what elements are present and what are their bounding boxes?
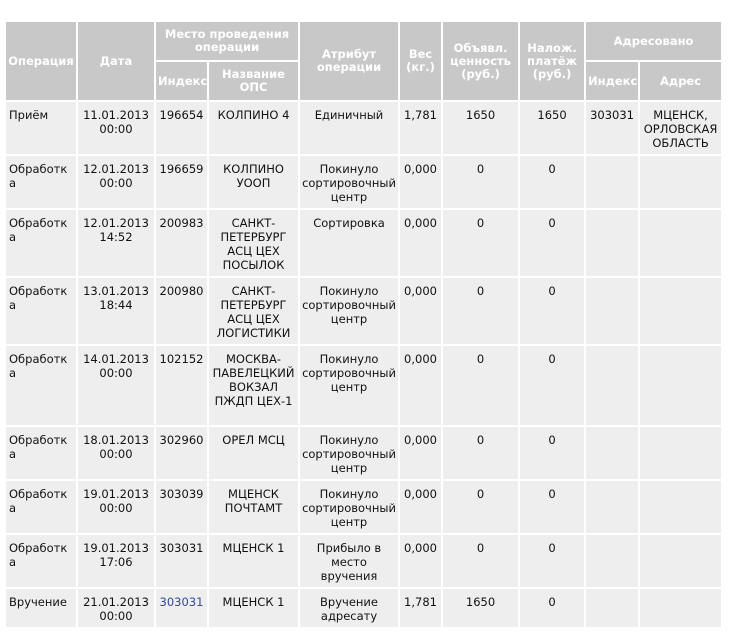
- post-office-index-link[interactable]: 303031: [159, 595, 204, 609]
- cell-value: 1650: [443, 102, 518, 154]
- header-declared-value: Объявл. ценность (руб.): [443, 22, 518, 100]
- cell-index: 102152: [156, 346, 207, 425]
- cell-cod: 0: [520, 589, 584, 627]
- cell-operation: Обработка: [6, 210, 76, 276]
- header-operation: Операция: [6, 22, 76, 100]
- table-row: [6, 427, 721, 479]
- header-addressed-group: Адресовано: [586, 22, 721, 60]
- cell-name: САНКТ-ПЕТЕРБУРГ АСЦ ЦЕХ ЛОГИСТИКИ: [209, 278, 298, 344]
- cell-date: 19.01.2013 17:06: [78, 535, 154, 587]
- cell-operation: Обработка: [6, 278, 76, 344]
- tracking-container: [4, 20, 723, 629]
- header-addr-address: Адрес: [640, 62, 721, 100]
- header-addr-index: Индекс: [586, 62, 638, 100]
- cell-attribute: Покинуло сортировочный центр: [300, 481, 398, 533]
- cell-weight: 0,000: [400, 427, 441, 479]
- cell-name: МЦЕНСК 1: [209, 589, 298, 627]
- cell-operation: Обработка: [6, 346, 76, 425]
- cell-name: МЦЕНСК ПОЧТАМТ: [209, 481, 298, 533]
- table-header: [6, 22, 721, 100]
- cell-index: 303039: [156, 481, 207, 533]
- cell-weight: 0,000: [400, 210, 441, 276]
- cell-value: 0: [443, 210, 518, 276]
- cell-addr: [640, 346, 721, 425]
- cell-attribute: Сортировка: [300, 210, 398, 276]
- cell-addr: МЦЕНСК, ОРЛОВСКАЯ ОБЛАСТЬ: [640, 102, 721, 154]
- cell-index: 303031: [156, 535, 207, 587]
- cell-cod: 0: [520, 156, 584, 208]
- cell-addr-index: 303031: [586, 102, 638, 154]
- cell-index: 302960: [156, 427, 207, 479]
- cell-weight: 0,000: [400, 346, 441, 425]
- cell-name: КОЛПИНО 4: [209, 102, 298, 154]
- cell-attribute: Прибыло в место вручения: [300, 535, 398, 587]
- cell-cod: 0: [520, 535, 584, 587]
- cell-cod: 0: [520, 346, 584, 425]
- cell-index: 200980: [156, 278, 207, 344]
- cell-addr: [640, 481, 721, 533]
- cell-date: 11.01.2013 00:00: [78, 102, 154, 154]
- cell-addr: [640, 427, 721, 479]
- cell-index: 200983: [156, 210, 207, 276]
- cell-addr-index: [586, 346, 638, 425]
- cell-addr: [640, 278, 721, 344]
- table-row: [6, 346, 721, 425]
- cell-cod: 0: [520, 210, 584, 276]
- cell-index: 196659: [156, 156, 207, 208]
- cell-index: 196654: [156, 102, 207, 154]
- cell-value: 1650: [443, 589, 518, 627]
- cell-attribute: Покинуло сортировочный центр: [300, 427, 398, 479]
- cell-cod: 1650: [520, 102, 584, 154]
- cell-name: ОРЕЛ МСЦ: [209, 427, 298, 479]
- cell-value: 0: [443, 427, 518, 479]
- cell-addr: [640, 589, 721, 627]
- header-weight: Вес (кг.): [400, 22, 441, 100]
- cell-attribute: Единичный: [300, 102, 398, 154]
- cell-value: 0: [443, 481, 518, 533]
- cell-addr: [640, 535, 721, 587]
- table-row: [6, 156, 721, 208]
- cell-addr-index: [586, 156, 638, 208]
- cell-addr-index: [586, 427, 638, 479]
- cell-weight: 0,000: [400, 535, 441, 587]
- header-date: Дата: [78, 22, 154, 100]
- cell-attribute: Покинуло сортировочный центр: [300, 346, 398, 425]
- cell-weight: 0,000: [400, 278, 441, 344]
- header-place-index: Индекс: [156, 62, 207, 100]
- cell-cod: 0: [520, 278, 584, 344]
- header-place-group: Место проведения операции: [156, 22, 298, 60]
- cell-addr: [640, 210, 721, 276]
- cell-weight: 0,000: [400, 481, 441, 533]
- header-place-name: Название ОПС: [209, 62, 298, 100]
- cell-index: [156, 589, 207, 627]
- cell-addr-index: [586, 481, 638, 533]
- cell-name: МЦЕНСК 1: [209, 535, 298, 587]
- table-row: [6, 535, 721, 587]
- cell-value: 0: [443, 156, 518, 208]
- cell-value: 0: [443, 346, 518, 425]
- header-attribute: Атрибут операции: [300, 22, 398, 100]
- table-row: [6, 481, 721, 533]
- cell-value: 0: [443, 535, 518, 587]
- table-body: [6, 102, 721, 627]
- cell-date: 12.01.2013 14:52: [78, 210, 154, 276]
- cell-addr-index: [586, 535, 638, 587]
- cell-operation: Обработка: [6, 427, 76, 479]
- table-row: [6, 210, 721, 276]
- cell-date: 13.01.2013 18:44: [78, 278, 154, 344]
- cell-cod: 0: [520, 427, 584, 479]
- cell-date: 18.01.2013 00:00: [78, 427, 154, 479]
- header-cod: Налож. платёж (руб.): [520, 22, 584, 100]
- cell-date: 21.01.2013 00:00: [78, 589, 154, 627]
- tracking-table: [4, 20, 723, 629]
- cell-attribute: Вручение адресату: [300, 589, 398, 627]
- cell-value: 0: [443, 278, 518, 344]
- cell-addr-index: [586, 210, 638, 276]
- cell-operation: Приём: [6, 102, 76, 154]
- cell-attribute: Покинуло сортировочный центр: [300, 156, 398, 208]
- cell-date: 14.01.2013 00:00: [78, 346, 154, 425]
- cell-weight: 1,781: [400, 589, 441, 627]
- cell-operation: Обработка: [6, 156, 76, 208]
- cell-cod: 0: [520, 481, 584, 533]
- cell-name: КОЛПИНО УООП: [209, 156, 298, 208]
- cell-date: 12.01.2013 00:00: [78, 156, 154, 208]
- cell-addr-index: [586, 589, 638, 627]
- table-row: [6, 278, 721, 344]
- cell-name: МОСКВА-ПАВЕЛЕЦКИЙ ВОКЗАЛ ПЖДП ЦЕХ-1: [209, 346, 298, 425]
- table-row: [6, 589, 721, 627]
- cell-addr-index: [586, 278, 638, 344]
- cell-operation: Обработка: [6, 535, 76, 587]
- cell-operation: Вручение: [6, 589, 76, 627]
- cell-weight: 1,781: [400, 102, 441, 154]
- cell-operation: Обработка: [6, 481, 76, 533]
- cell-name: САНКТ-ПЕТЕРБУРГ АСЦ ЦЕХ ПОСЫЛОК: [209, 210, 298, 276]
- cell-weight: 0,000: [400, 156, 441, 208]
- table-row: [6, 102, 721, 154]
- cell-addr: [640, 156, 721, 208]
- cell-date: 19.01.2013 00:00: [78, 481, 154, 533]
- cell-attribute: Покинуло сортировочный центр: [300, 278, 398, 344]
